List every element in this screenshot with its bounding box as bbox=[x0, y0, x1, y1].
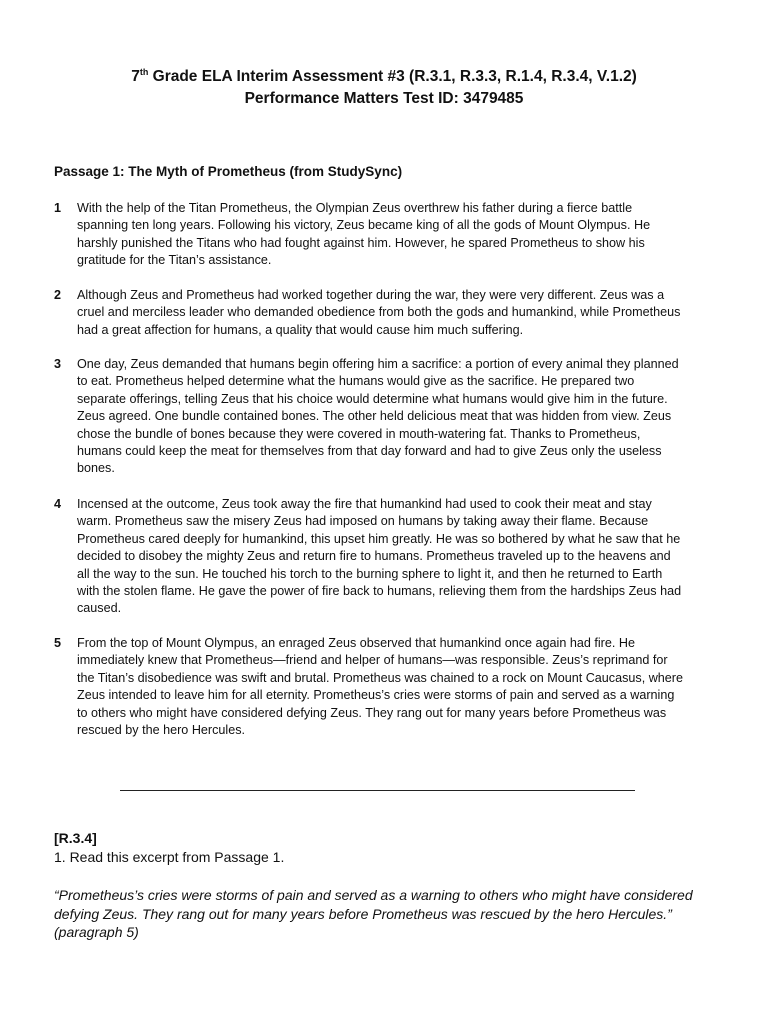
paragraph-2 bbox=[54, 287, 684, 339]
grade-number: 7 bbox=[131, 68, 140, 85]
paragraph-1 bbox=[54, 200, 684, 270]
paragraph-text: With the help of the Titan Prometheus, the Olympian Zeus overthrew his father during a fierce battle spanning ten long years. Following his victory, Zeus became king of all the gods of Mount Olympus. He harshly punished the Titans who had fought against him. However, he spared Prometheus to show his gratitude for the Titan’s assistance. bbox=[77, 201, 651, 268]
paragraph-3 bbox=[54, 356, 684, 478]
passage-title: Passage 1: The Myth of Prometheus (from StudySync) bbox=[54, 164, 403, 179]
paragraph-number: 2 bbox=[54, 288, 62, 302]
section-divider bbox=[120, 790, 635, 791]
paragraph-text: Although Zeus and Prometheus had worked together during the war, they were very different. Zeus was a cruel and merciless leader who demanded obedience from both the gods and humankind, while Prometheus had a great affection for humans, a quality that would cause him much suffering. bbox=[77, 288, 681, 337]
question-prompt: 1. Read this excerpt from Passage 1. bbox=[54, 849, 285, 865]
paragraph-5 bbox=[54, 635, 684, 739]
paragraph-number: 1 bbox=[54, 201, 62, 215]
grade-ordinal-suffix: th bbox=[139, 67, 149, 77]
question-standard: [R.3.4] bbox=[54, 830, 97, 846]
assessment-title bbox=[0, 66, 768, 88]
paragraph-text: From the top of Mount Olympus, an enraged Zeus observed that humankind once again had fire. He immediately knew that Prometheus—friend and helper of humans—was responsible. Zeus’s reprimand for the Titan’s disobedience was swift and brutal. Prometheus was chained to a rock on Mount Caucasus, where Zeus intended to leave him for all eternity. Prometheus’s cries were storms of pain and served as a warning to others who might have considered defying Zeus. They rang out for many years before Prometheus was rescued by the hero Hercules. bbox=[77, 636, 683, 738]
assessment-title-rest: Grade ELA Interim Assessment #3 (R.3.1, R.3.3, R.1.4, R.3.4, V.1.2) bbox=[148, 68, 637, 85]
assessment-header bbox=[0, 66, 768, 110]
paragraph-4 bbox=[54, 496, 684, 618]
paragraph-number: 3 bbox=[54, 357, 62, 371]
test-id-line: Performance Matters Test ID: 3479485 bbox=[244, 90, 524, 107]
paragraph-text: One day, Zeus demanded that humans begin offering him a sacrifice: a portion of every animal they planned to eat. Prometheus helped determine what the humans would give as the sacrifice. He prepared two separate offerings, telling Zeus that his choice would determine what humans would give him in the future. Zeus agreed. One bundle contained bones. The other held delicious meat that was hidden from view. Zeus chose the bundle of bones because they were covered in mouth-watering fat. Thanks to Prometheus, humans could keep the meat for themselves from that day forward and had to give Zeus only the useless bones. bbox=[77, 357, 679, 476]
paragraph-text: Incensed at the outcome, Zeus took away the fire that humankind had used to cook their meat and stay warm. Prometheus saw the misery Zeus had imposed on humans by taking away their flame. Because Prometheus cared deeply for humankind, this upset him greatly. He was so bothered by what he saw that he decided to disobey the mighty Zeus and return fire to humans. Prometheus traveled up to the heavens and all the way to the sun. He touched his torch to the burning sphere to light it, and then he returned to Earth with the stolen flame. He gave the power of fire back to humans, relieving them from the hardships Zeus had caused. bbox=[77, 497, 682, 616]
paragraph-number: 4 bbox=[54, 497, 62, 511]
paragraph-number: 5 bbox=[54, 636, 62, 650]
question-excerpt: “Prometheus’s cries were storms of pain and served as a warning to others who might have considered defying Zeus. They rang out for many years before Prometheus was rescued by the hero Hercules.” (paragraph 5) bbox=[54, 887, 693, 941]
